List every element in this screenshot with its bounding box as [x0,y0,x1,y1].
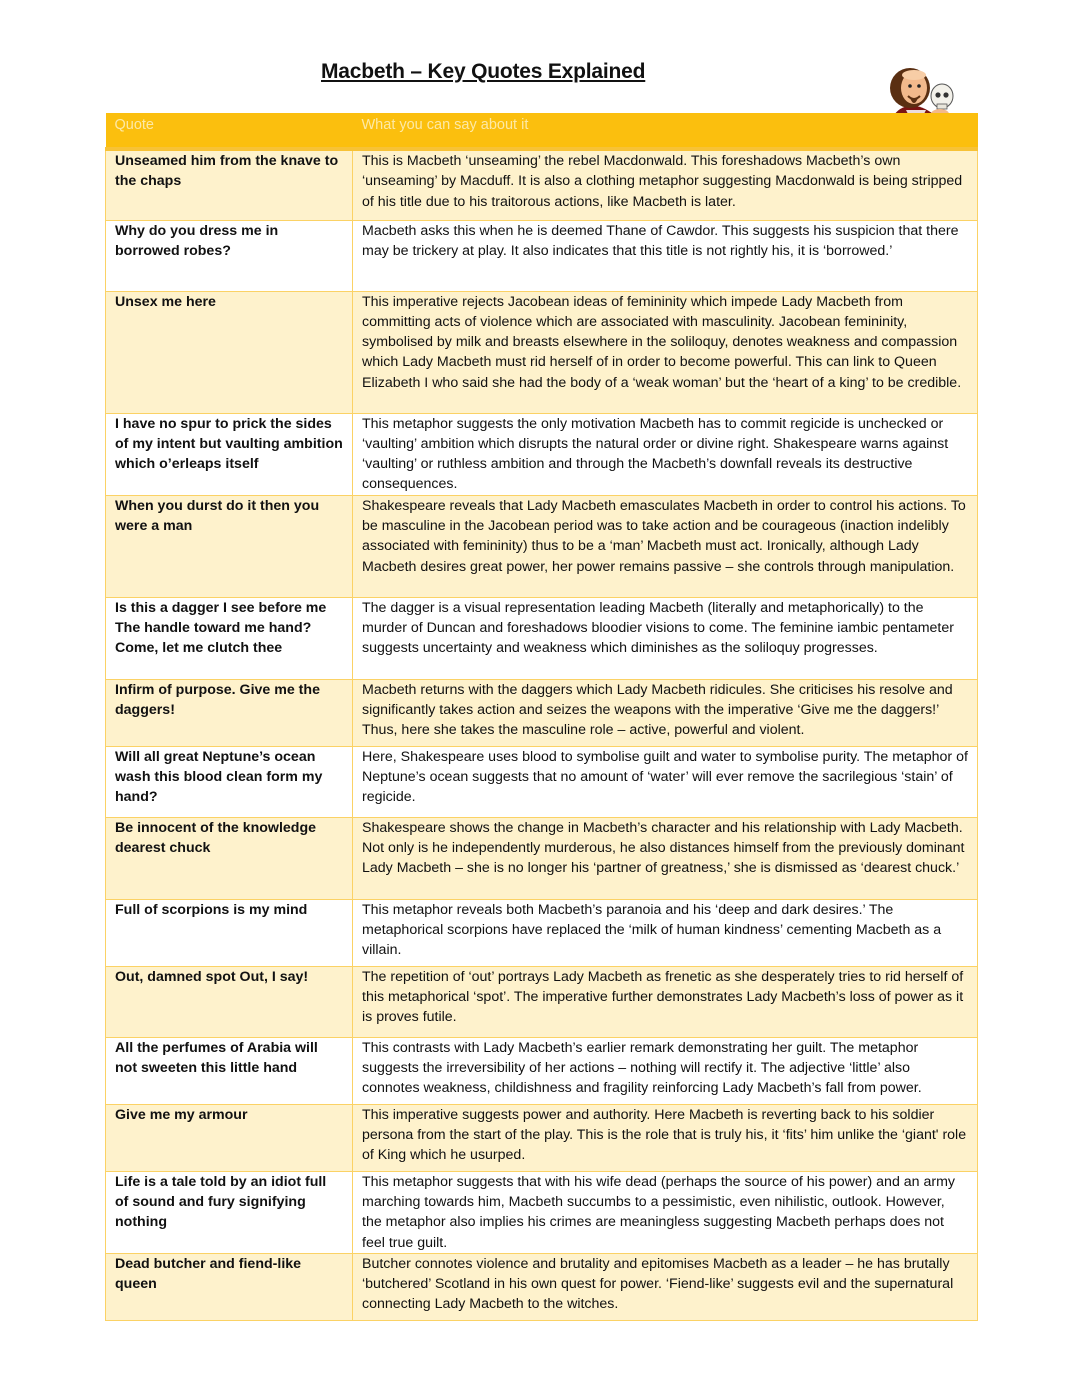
explanation-cell: Here, Shakespeare uses blood to symbolise guilt and water to symbolise purity. The metaphor of Neptune’s ocean suggests that no amount of ‘water’ will ever remove the sacrilegious ‘stain’ of regicide. [353,746,978,817]
explanation-cell: Macbeth asks this when he is deemed Thane of Cawdor. This suggests his suspicion that there may be trickery at play. It also indicates that this title is not rightly his, it is ‘borrowed.’ [353,220,978,291]
explanation-cell: Shakespeare shows the change in Macbeth’s character and his relationship with Lady Macbeth. Not only is he independently murderous, he also distances himself from the previously dominant Lady Macbeth – she is no longer his ‘partner of greatness,’ she is dismissed as ‘dearest chuck.’ [353,817,978,899]
quote-cell: Why do you dress me in borrowed robes? [106,220,353,291]
quote-cell: When you durst do it then you were a man [106,495,353,597]
explanation-cell: This imperative suggests power and authority. Here Macbeth is reverting back to his soldier persona from the start of the play. This is the role that is truly his, it ‘fits’ him unlike the ‘giant' role of King which he usurped. [353,1104,978,1171]
header-quote: Quote [106,113,353,149]
table-row [106,413,978,495]
explanation-cell: This metaphor suggests the only motivation Macbeth has to commit regicide is unchecked or ‘vaulting’ ambition which disrupts the natural order or divine right. Shakespeare warns against ‘vaulting’ or ruthless ambition and through the Macbeth’s downfall reveals its destructive consequences. [353,413,978,495]
quote-cell: Unsex me here [106,291,353,413]
table-row [106,597,978,679]
table-row [106,1171,978,1253]
explanation-cell: The repetition of ‘out’ portrays Lady Macbeth as frenetic as she desperately tries to rid herself of this metaphorical ‘spot’. The imperative further demonstrates Lady Macbeth’s loss of power as it is proves futile. [353,966,978,1037]
quote-cell: Out, damned spot Out, I say! [106,966,353,1037]
quote-cell: Is this a dagger I see before me The handle toward me hand? Come, let me clutch thee [106,597,353,679]
explanation-cell: This is Macbeth ‘unseaming’ the rebel Macdonwald. This foreshadows Macbeth’s own ‘unseaming’ by Macduff. It is also a clothing metaphor suggesting Macdonwald is being stripped of his title due to his traitorous actions, like Macbeth is later. [353,149,978,220]
table-row [106,679,978,746]
header-explanation: What you can say about it [353,113,978,149]
quote-cell: Will all great Neptune’s ocean wash this blood clean form my hand? [106,746,353,817]
table-row [106,220,978,291]
table-row [106,1037,978,1104]
quotes-table [105,113,978,1321]
table-row [106,1253,978,1320]
table-header-row [106,113,978,149]
quote-cell: Full of scorpions is my mind [106,899,353,966]
quote-cell: Dead butcher and fiend-like queen [106,1253,353,1320]
quote-cell: Life is a tale told by an idiot full of sound and fury signifying nothing [106,1171,353,1253]
explanation-cell: This metaphor reveals both Macbeth’s paranoia and his ‘deep and dark desires.’ The metaphorical scorpions have replaced the ‘milk of human kindness’ cementing Macbeth as a villain. [353,899,978,966]
quote-cell: Infirm of purpose. Give me the daggers! [106,679,353,746]
explanation-cell: This imperative rejects Jacobean ideas of femininity which impede Lady Macbeth from committing acts of violence which are associated with masculinity. Jacobean femininity, symbolised by milk and breasts elsewhere in the soliloquy, denotes weakness and compassion which Lady Macbeth must rid herself of in order to become powerful. This can link to Queen Elizabeth I who said she had the body of a ‘weak woman’ but the ‘heart of a king’ to be credible. [353,291,978,413]
table-row [106,495,978,597]
table-row [106,291,978,413]
explanation-cell: This metaphor suggests that with his wife dead (perhaps the source of his power) and an army marching towards him, Macbeth succumbs to a pessimistic, even nihilistic, outlook. However, the metaphor also implies his crimes are meaningless suggesting Macbeth perhaps does not feel true guilt. [353,1171,978,1253]
table-row [106,746,978,817]
table-row [106,899,978,966]
explanation-cell: This contrasts with Lady Macbeth’s earlier remark demonstrating her guilt. The metaphor suggests the irreversibility of her actions – nothing will rectify it. The adjective ‘little’ also connotes weakness, childishness and fragility reinforcing Lady Macbeth’s fall from power. [353,1037,978,1104]
quote-cell: I have no spur to prick the sides of my intent but vaulting ambition which o’erleaps itself [106,413,353,495]
explanation-cell: Macbeth returns with the daggers which Lady Macbeth ridicules. She criticises his resolve and significantly takes action and seizes the weapons with the imperative ‘Give me the daggers!’ Thus, here she takes the masculine role – active, powerful and violent. [353,679,978,746]
table-row [106,149,978,220]
page-title: Macbeth – Key Quotes Explained [321,60,646,83]
explanation-cell: Butcher connotes violence and brutality and epitomises Macbeth as a leader – he has brutally ‘butchered’ Scotland in his own quest for power. ‘Fiend-like’ suggests evil and the supernatural connecting Lady Macbeth to the witches. [353,1253,978,1320]
quote-cell: Unseamed him from the knave to the chaps [106,149,353,220]
table-row [106,1104,978,1171]
quote-cell: Give me my armour [106,1104,353,1171]
quote-cell: All the perfumes of Arabia will not sweeten this little hand [106,1037,353,1104]
table-row [106,966,978,1037]
explanation-cell: Shakespeare reveals that Lady Macbeth emasculates Macbeth in order to control his actions. To be masculine in the Jacobean period was to take action and be courageous (inaction indelibly associated with femininity) thus to be a ‘man’ Macbeth must act. Ironically, although Lady Macbeth desires great power, her power remains passive – she controls through manipulation. [353,495,978,597]
quote-cell: Be innocent of the knowledge dearest chuck [106,817,353,899]
explanation-cell: The dagger is a visual representation leading Macbeth (literally and metaphorically) to the murder of Duncan and foreshadows bloodier visions to come. The feminine iambic pentameter suggests uncertainty and weakness which diminishes as the soliloquy progresses. [353,597,978,679]
table-row [106,817,978,899]
